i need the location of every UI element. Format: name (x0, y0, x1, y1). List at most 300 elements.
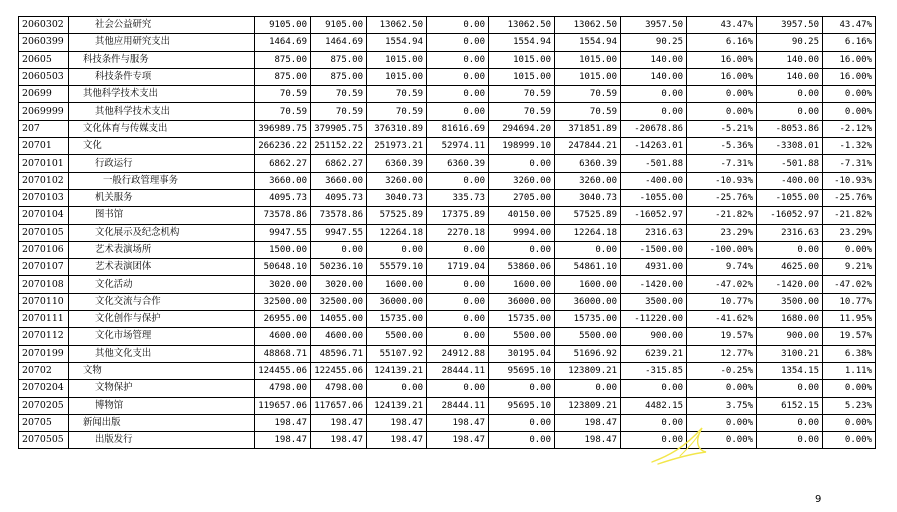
subject-code-cell: 2070103 (19, 189, 69, 206)
value-cell: 50648.10 (255, 259, 311, 276)
subject-name-cell: 图书馆 (69, 207, 255, 224)
value-cell: 2705.00 (489, 189, 555, 206)
value-cell: 55107.92 (367, 345, 427, 362)
value-cell: 6360.39 (367, 155, 427, 172)
value-cell: 0.00 (489, 414, 555, 431)
table-row (19, 241, 876, 258)
value-cell: -41.62% (687, 311, 757, 328)
value-cell: 14055.00 (311, 311, 367, 328)
value-cell: 57525.89 (555, 207, 621, 224)
subject-code-cell: 2069999 (19, 103, 69, 120)
table-row (19, 51, 876, 68)
value-cell: 1015.00 (555, 51, 621, 68)
value-cell: -5.36% (687, 138, 757, 155)
value-cell: 3500.00 (621, 293, 687, 310)
subject-code-cell: 20705 (19, 414, 69, 431)
table-row (19, 172, 876, 189)
value-cell: 32500.00 (311, 293, 367, 310)
value-cell: 9105.00 (311, 17, 367, 34)
value-cell: 6862.27 (311, 155, 367, 172)
value-cell: 90.25 (757, 34, 823, 51)
value-cell: 70.59 (367, 86, 427, 103)
value-cell: 247844.21 (555, 138, 621, 155)
value-cell: 1.11% (823, 362, 876, 379)
value-cell: 95695.10 (489, 362, 555, 379)
value-cell: 4798.00 (255, 380, 311, 397)
value-cell: 198.47 (311, 432, 367, 449)
value-cell: 52974.11 (427, 138, 489, 155)
value-cell: 875.00 (311, 68, 367, 85)
value-cell: 0.00 (427, 293, 489, 310)
value-cell: 81616.69 (427, 120, 489, 137)
value-cell: 5500.00 (489, 328, 555, 345)
subject-name-cell: 科技条件与服务 (69, 51, 255, 68)
table-row (19, 86, 876, 103)
subject-code-cell: 2070112 (19, 328, 69, 345)
table-row (19, 155, 876, 172)
value-cell: 3260.00 (555, 172, 621, 189)
value-cell: 0.00% (687, 103, 757, 120)
value-cell: 1015.00 (367, 51, 427, 68)
subject-name-cell: 其他文化支出 (69, 345, 255, 362)
value-cell: 198.47 (311, 414, 367, 431)
subject-code-cell: 2070104 (19, 207, 69, 224)
value-cell: 251152.22 (311, 138, 367, 155)
subject-code-cell: 2070199 (19, 345, 69, 362)
value-cell: 900.00 (621, 328, 687, 345)
value-cell: 12264.18 (555, 224, 621, 241)
value-cell: -47.02% (687, 276, 757, 293)
value-cell: 6.16% (823, 34, 876, 51)
subject-name-cell: 文化 (69, 138, 255, 155)
value-cell: -20678.86 (621, 120, 687, 137)
value-cell: 3040.73 (367, 189, 427, 206)
subject-code-cell: 2070102 (19, 172, 69, 189)
table-row (19, 189, 876, 206)
subject-name-cell: 其他应用研究支出 (69, 34, 255, 51)
value-cell: 17375.89 (427, 207, 489, 224)
subject-name-cell: 其他科学技术支出 (69, 86, 255, 103)
value-cell: 9105.00 (255, 17, 311, 34)
subject-code-cell: 2070505 (19, 432, 69, 449)
value-cell: 0.00 (427, 34, 489, 51)
value-cell: 15735.00 (489, 311, 555, 328)
subject-name-cell: 文化体育与传媒支出 (69, 120, 255, 137)
value-cell: 70.59 (555, 103, 621, 120)
table-row (19, 224, 876, 241)
subject-name-cell: 其他科学技术支出 (69, 103, 255, 120)
subject-code-cell: 2070110 (19, 293, 69, 310)
value-cell: 16.00% (823, 68, 876, 85)
subject-code-cell: 2070107 (19, 259, 69, 276)
value-cell: 1600.00 (489, 276, 555, 293)
value-cell: -400.00 (621, 172, 687, 189)
value-cell: 0.00 (757, 103, 823, 120)
value-cell: 1354.15 (757, 362, 823, 379)
value-cell: 1015.00 (489, 51, 555, 68)
subject-name-cell: 文物保护 (69, 380, 255, 397)
value-cell: 6.16% (687, 34, 757, 51)
value-cell: 0.00% (823, 414, 876, 431)
value-cell: 1464.69 (311, 34, 367, 51)
table-row (19, 414, 876, 431)
value-cell: 0.00% (687, 380, 757, 397)
value-cell: 0.00% (823, 241, 876, 258)
table-row (19, 138, 876, 155)
table-row (19, 276, 876, 293)
subject-code-cell: 2070101 (19, 155, 69, 172)
value-cell: 0.00 (489, 155, 555, 172)
value-cell: 1015.00 (555, 68, 621, 85)
value-cell: 1680.00 (757, 311, 823, 328)
subject-name-cell: 社会公益研究 (69, 17, 255, 34)
value-cell: 379905.75 (311, 120, 367, 137)
value-cell: 9947.55 (255, 224, 311, 241)
value-cell: 28444.11 (427, 362, 489, 379)
value-cell: 28444.11 (427, 397, 489, 414)
subject-code-cell: 2070111 (19, 311, 69, 328)
value-cell: 4095.73 (311, 189, 367, 206)
value-cell: 124139.21 (367, 362, 427, 379)
value-cell: 9994.00 (489, 224, 555, 241)
value-cell: 9947.55 (311, 224, 367, 241)
value-cell: 36000.00 (367, 293, 427, 310)
subject-name-cell: 科技条件专项 (69, 68, 255, 85)
value-cell: 73578.86 (311, 207, 367, 224)
value-cell: -7.31% (823, 155, 876, 172)
value-cell: 0.00 (427, 328, 489, 345)
value-cell: 198.47 (367, 432, 427, 449)
subject-code-cell: 2060302 (19, 17, 69, 34)
value-cell: 4482.15 (621, 397, 687, 414)
value-cell: 40150.00 (489, 207, 555, 224)
value-cell: 0.00 (427, 380, 489, 397)
value-cell: 95695.10 (489, 397, 555, 414)
value-cell: 0.00 (489, 380, 555, 397)
value-cell: 123809.21 (555, 362, 621, 379)
value-cell: 10.77% (823, 293, 876, 310)
table-row (19, 17, 876, 34)
value-cell: 3660.00 (255, 172, 311, 189)
value-cell: 48868.71 (255, 345, 311, 362)
value-cell: 198.47 (427, 432, 489, 449)
table-row (19, 345, 876, 362)
value-cell: 4600.00 (255, 328, 311, 345)
value-cell: -21.82% (823, 207, 876, 224)
value-cell: 140.00 (621, 68, 687, 85)
value-cell: 70.59 (367, 103, 427, 120)
value-cell: 15735.00 (367, 311, 427, 328)
value-cell: 12.77% (687, 345, 757, 362)
subject-code-cell: 2070204 (19, 380, 69, 397)
value-cell: 3260.00 (489, 172, 555, 189)
value-cell: 3040.73 (555, 189, 621, 206)
table-row (19, 432, 876, 449)
value-cell: 124455.06 (255, 362, 311, 379)
value-cell: -1420.00 (621, 276, 687, 293)
value-cell: 0.00 (427, 172, 489, 189)
value-cell: 3957.50 (757, 17, 823, 34)
value-cell: -1500.00 (621, 241, 687, 258)
value-cell: 32500.00 (255, 293, 311, 310)
subject-code-cell: 20701 (19, 138, 69, 155)
value-cell: 2316.63 (621, 224, 687, 241)
value-cell: 117657.06 (311, 397, 367, 414)
value-cell: 23.29% (823, 224, 876, 241)
value-cell: 70.59 (555, 86, 621, 103)
value-cell: 36000.00 (489, 293, 555, 310)
value-cell: 3500.00 (757, 293, 823, 310)
value-cell: 5500.00 (367, 328, 427, 345)
table-row (19, 207, 876, 224)
value-cell: -16052.97 (621, 207, 687, 224)
subject-code-cell: 2070108 (19, 276, 69, 293)
value-cell: -0.25% (687, 362, 757, 379)
value-cell: -25.76% (687, 189, 757, 206)
value-cell: 19.57% (687, 328, 757, 345)
subject-name-cell: 文化创作与保护 (69, 311, 255, 328)
subject-code-cell: 2060399 (19, 34, 69, 51)
value-cell: 140.00 (757, 68, 823, 85)
value-cell: 4798.00 (311, 380, 367, 397)
table-row (19, 380, 876, 397)
table-row (19, 120, 876, 137)
value-cell: 3100.21 (757, 345, 823, 362)
value-cell: 13062.50 (367, 17, 427, 34)
value-cell: 48596.71 (311, 345, 367, 362)
value-cell: 198.47 (255, 432, 311, 449)
table-row (19, 68, 876, 85)
value-cell: 0.00% (687, 86, 757, 103)
value-cell: -400.00 (757, 172, 823, 189)
value-cell: 0.00 (621, 380, 687, 397)
subject-name-cell: 文物 (69, 362, 255, 379)
value-cell: -10.93% (687, 172, 757, 189)
value-cell: -501.88 (757, 155, 823, 172)
value-cell: 3020.00 (255, 276, 311, 293)
value-cell: -501.88 (621, 155, 687, 172)
value-cell: 0.00 (757, 414, 823, 431)
value-cell: 16.00% (823, 51, 876, 68)
value-cell: 4931.00 (621, 259, 687, 276)
table-row (19, 311, 876, 328)
subject-name-cell: 博物馆 (69, 397, 255, 414)
value-cell: 70.59 (255, 103, 311, 120)
subject-name-cell: 出版发行 (69, 432, 255, 449)
value-cell: -3308.01 (757, 138, 823, 155)
value-cell: 0.00 (757, 86, 823, 103)
value-cell: 0.00 (427, 86, 489, 103)
value-cell: 124139.21 (367, 397, 427, 414)
value-cell: 122455.06 (311, 362, 367, 379)
value-cell: 3020.00 (311, 276, 367, 293)
table-row (19, 362, 876, 379)
value-cell: 0.00 (427, 241, 489, 258)
value-cell: 266236.22 (255, 138, 311, 155)
value-cell: -25.76% (823, 189, 876, 206)
value-cell: 198.47 (427, 414, 489, 431)
value-cell: 251973.21 (367, 138, 427, 155)
value-cell: 9.74% (687, 259, 757, 276)
value-cell: 70.59 (311, 86, 367, 103)
value-cell: 0.00 (489, 432, 555, 449)
value-cell: 0.00 (621, 414, 687, 431)
table-row (19, 397, 876, 414)
value-cell: 198.47 (367, 414, 427, 431)
value-cell: 3957.50 (621, 17, 687, 34)
table-row (19, 328, 876, 345)
table-row (19, 259, 876, 276)
value-cell: 1600.00 (555, 276, 621, 293)
value-cell: 9.21% (823, 259, 876, 276)
value-cell: 23.29% (687, 224, 757, 241)
value-cell: 396989.75 (255, 120, 311, 137)
value-cell: -1055.00 (757, 189, 823, 206)
value-cell: 15735.00 (555, 311, 621, 328)
value-cell: 0.00 (427, 103, 489, 120)
value-cell: 900.00 (757, 328, 823, 345)
value-cell: 1500.00 (255, 241, 311, 258)
value-cell: 0.00 (555, 380, 621, 397)
value-cell: 1554.94 (555, 34, 621, 51)
value-cell: 0.00 (489, 241, 555, 258)
subject-code-cell: 20605 (19, 51, 69, 68)
value-cell: 1015.00 (367, 68, 427, 85)
value-cell: -2.12% (823, 120, 876, 137)
value-cell: 6360.39 (555, 155, 621, 172)
value-cell: 0.00 (427, 311, 489, 328)
value-cell: 10.77% (687, 293, 757, 310)
value-cell: 19.57% (823, 328, 876, 345)
subject-name-cell: 文化交流与合作 (69, 293, 255, 310)
value-cell: 36000.00 (555, 293, 621, 310)
value-cell: 12264.18 (367, 224, 427, 241)
subject-code-cell: 20699 (19, 86, 69, 103)
value-cell: 0.00 (311, 241, 367, 258)
table-row (19, 103, 876, 120)
value-cell: 0.00 (757, 241, 823, 258)
value-cell: 57525.89 (367, 207, 427, 224)
subject-name-cell: 机关服务 (69, 189, 255, 206)
value-cell: 376310.89 (367, 120, 427, 137)
value-cell: -1420.00 (757, 276, 823, 293)
subject-name-cell: 文化市场管理 (69, 328, 255, 345)
value-cell: 55579.10 (367, 259, 427, 276)
value-cell: 1554.94 (489, 34, 555, 51)
value-cell: 0.00 (367, 241, 427, 258)
value-cell: 53860.06 (489, 259, 555, 276)
subject-code-cell: 207 (19, 120, 69, 137)
value-cell: 50236.10 (311, 259, 367, 276)
value-cell: 6152.15 (757, 397, 823, 414)
value-cell: 4095.73 (255, 189, 311, 206)
subject-code-cell: 20702 (19, 362, 69, 379)
value-cell: 6360.39 (427, 155, 489, 172)
subject-name-cell: 一般行政管理事务 (69, 172, 255, 189)
subject-name-cell: 艺术表演场所 (69, 241, 255, 258)
value-cell: -315.85 (621, 362, 687, 379)
value-cell: -10.93% (823, 172, 876, 189)
value-cell: 140.00 (757, 51, 823, 68)
table-body (19, 17, 876, 449)
value-cell: -7.31% (687, 155, 757, 172)
value-cell: -16052.97 (757, 207, 823, 224)
value-cell: 70.59 (489, 86, 555, 103)
value-cell: -11220.00 (621, 311, 687, 328)
value-cell: 0.00 (427, 51, 489, 68)
subject-name-cell: 艺术表演团体 (69, 259, 255, 276)
value-cell: 43.47% (823, 17, 876, 34)
value-cell: 4625.00 (757, 259, 823, 276)
subject-name-cell: 新闻出版 (69, 414, 255, 431)
value-cell: 123809.21 (555, 397, 621, 414)
value-cell: -5.21% (687, 120, 757, 137)
value-cell: -1055.00 (621, 189, 687, 206)
subject-code-cell: 2070105 (19, 224, 69, 241)
value-cell: 0.00 (555, 241, 621, 258)
value-cell: 198.47 (555, 432, 621, 449)
value-cell: 70.59 (489, 103, 555, 120)
value-cell: 54861.10 (555, 259, 621, 276)
value-cell: 70.59 (311, 103, 367, 120)
value-cell: 16.00% (687, 68, 757, 85)
value-cell: 1464.69 (255, 34, 311, 51)
value-cell: -14263.01 (621, 138, 687, 155)
value-cell: 0.00% (823, 103, 876, 120)
value-cell: 0.00 (367, 380, 427, 397)
table-row (19, 293, 876, 310)
value-cell: 43.47% (687, 17, 757, 34)
value-cell: 875.00 (255, 51, 311, 68)
value-cell: 198999.10 (489, 138, 555, 155)
value-cell: 4600.00 (311, 328, 367, 345)
value-cell: 0.00 (757, 380, 823, 397)
value-cell: 875.00 (311, 51, 367, 68)
value-cell: -100.00% (687, 241, 757, 258)
value-cell: 0.00 (427, 68, 489, 85)
subject-name-cell: 文化展示及纪念机构 (69, 224, 255, 241)
value-cell: 70.59 (255, 86, 311, 103)
value-cell: 371851.89 (555, 120, 621, 137)
value-cell: -8053.86 (757, 120, 823, 137)
value-cell: 875.00 (255, 68, 311, 85)
value-cell: 1554.94 (367, 34, 427, 51)
subject-code-cell: 2070205 (19, 397, 69, 414)
value-cell: 3.75% (687, 397, 757, 414)
value-cell: 0.00 (621, 86, 687, 103)
value-cell: 11.95% (823, 311, 876, 328)
value-cell: 26955.00 (255, 311, 311, 328)
value-cell: 16.00% (687, 51, 757, 68)
budget-table (18, 16, 876, 449)
value-cell: 6862.27 (255, 155, 311, 172)
value-cell: 24912.88 (427, 345, 489, 362)
value-cell: 1015.00 (489, 68, 555, 85)
value-cell: 6.38% (823, 345, 876, 362)
value-cell: 0.00 (427, 276, 489, 293)
value-cell: 73578.86 (255, 207, 311, 224)
value-cell: -47.02% (823, 276, 876, 293)
value-cell: 2316.63 (757, 224, 823, 241)
value-cell: 140.00 (621, 51, 687, 68)
value-cell: 0.00 (427, 17, 489, 34)
value-cell: 119657.06 (255, 397, 311, 414)
value-cell: 0.00% (687, 414, 757, 431)
value-cell: 6239.21 (621, 345, 687, 362)
value-cell: 0.00 (757, 432, 823, 449)
subject-name-cell: 行政运行 (69, 155, 255, 172)
value-cell: 0.00% (823, 380, 876, 397)
